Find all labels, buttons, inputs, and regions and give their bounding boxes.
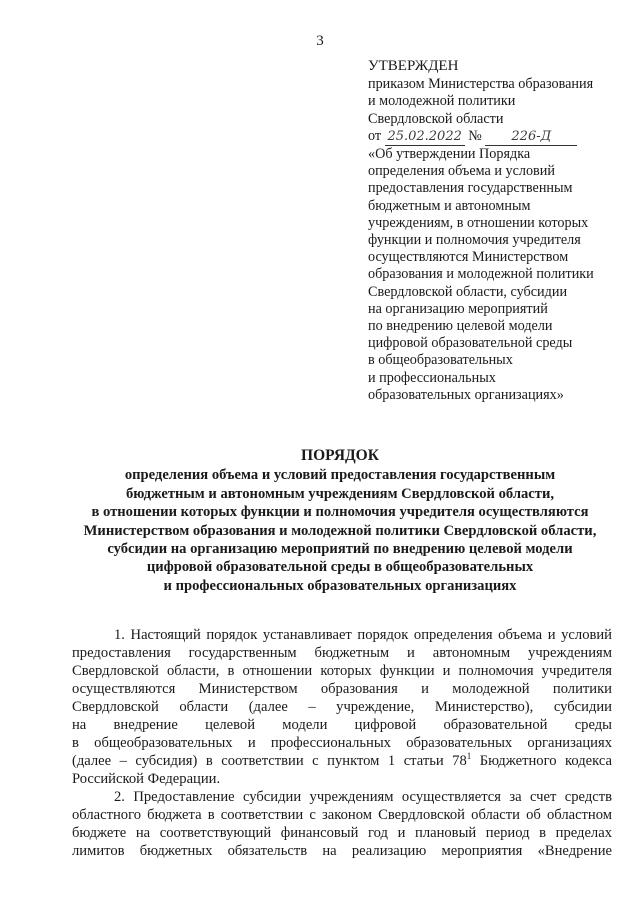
approval-subject-line: Свердловской области, субсидии: [368, 283, 568, 300]
document-title-line: в отношении которых функции и полномочия учредителя осуществляются: [91, 504, 589, 521]
approval-line: Свердловской области: [368, 110, 504, 127]
article-superscript: 1: [466, 751, 472, 762]
paragraph-line: Свердловской области (далее – учреждение, Министерство), субсидии: [72, 699, 612, 715]
paragraph-1: [72, 626, 612, 788]
document-title-line: и профессиональных образовательных организациях: [163, 577, 517, 594]
paragraph-line: предоставления государственным бюджетным и автономным учреждениям: [72, 645, 612, 661]
approval-subject-line: учреждениям, в отношении которых: [368, 214, 589, 231]
approval-subject-line: в общеобразовательных: [368, 352, 513, 369]
approval-subject-line: предоставления государственным: [368, 180, 573, 197]
order-no-label: №: [468, 127, 482, 144]
approval-subject-line: определения объема и условий: [368, 163, 555, 180]
order-prefix: от: [368, 127, 382, 144]
paragraph-line: [72, 752, 612, 770]
document-title-line: бюджетным и автономным учреждениям Свердловской области,: [125, 485, 555, 502]
approval-subject-line: бюджетным и автономным: [368, 197, 531, 214]
approval-heading: УТВЕРЖДЕН: [368, 58, 459, 74]
approval-block: [368, 58, 630, 404]
paragraph-line: на внедрение целевой модели цифровой образовательной среды: [72, 717, 612, 733]
approval-subject-line: на организацию мероприятий: [368, 300, 548, 317]
paragraph-line: 1. Настоящий порядок устанавливает порядок определения объема и условий: [114, 627, 612, 643]
paragraph-line: Свердловской области, в отношении которых функции и полномочия учредителя: [72, 663, 612, 679]
paragraph-line: бюджете на соответствующий финансовый год и плановый период в пределах: [72, 825, 612, 841]
approval-line: приказом Министерства образования: [368, 76, 594, 93]
paragraph-line: Российской Федерации.: [72, 771, 221, 787]
approval-subject-line: функции и полномочия учредителя: [368, 232, 581, 249]
order-number: 226-Д: [485, 128, 577, 146]
reference-text-end: Бюджетного кодекса: [471, 753, 612, 769]
paragraph-line: областного бюджета в соответствии с законом Свердловской области об областном: [72, 807, 612, 823]
approval-line: и молодежной политики: [368, 93, 516, 110]
paragraph-2: [72, 788, 612, 860]
document-title-line: Министерством образования и молодежной политики Свердловской области,: [83, 522, 597, 539]
approval-subject-line: образования и молодежной политики: [368, 266, 594, 283]
order-line: [368, 128, 630, 146]
paragraph-line: осуществляются Министерством образования и молодежной политики: [72, 681, 612, 697]
paragraph-line: лимитов бюджетных обязательств на реализацию мероприятия «Внедрение: [72, 843, 612, 859]
document-title-line: определения объема и условий предоставления государственным: [124, 467, 556, 484]
approval-subject-line: цифровой образовательной среды: [368, 335, 573, 352]
reference-text: (далее – субсидия) в соответствии с пунктом 1 статьи 78: [72, 753, 467, 769]
document-title-line: субсидии на организацию мероприятий по внедрению целевой модели: [107, 541, 573, 558]
paragraph-line: в общеобразовательных и профессиональных образовательных организациях: [72, 735, 612, 751]
document-title-line: цифровой образовательной среды в общеобразовательных: [146, 559, 534, 576]
document-title: [60, 447, 620, 595]
approval-subject-line: и профессиональных: [368, 369, 496, 386]
page-number: 3: [316, 33, 324, 49]
approval-subject-line: осуществляются Министерством: [368, 249, 569, 266]
body-text: [72, 626, 612, 860]
order-date: 25.02.2022: [385, 128, 465, 146]
approval-subject-line: по внедрению целевой модели: [368, 318, 553, 335]
paragraph-line: 2. Предоставление субсидии учреждениям осуществляется за счет средств: [114, 789, 612, 805]
approval-subject-line: «Об утверждении Порядка: [368, 146, 531, 163]
document-title-main: ПОРЯДОК: [301, 447, 379, 464]
approval-subject-line: образовательных организациях»: [368, 386, 564, 403]
